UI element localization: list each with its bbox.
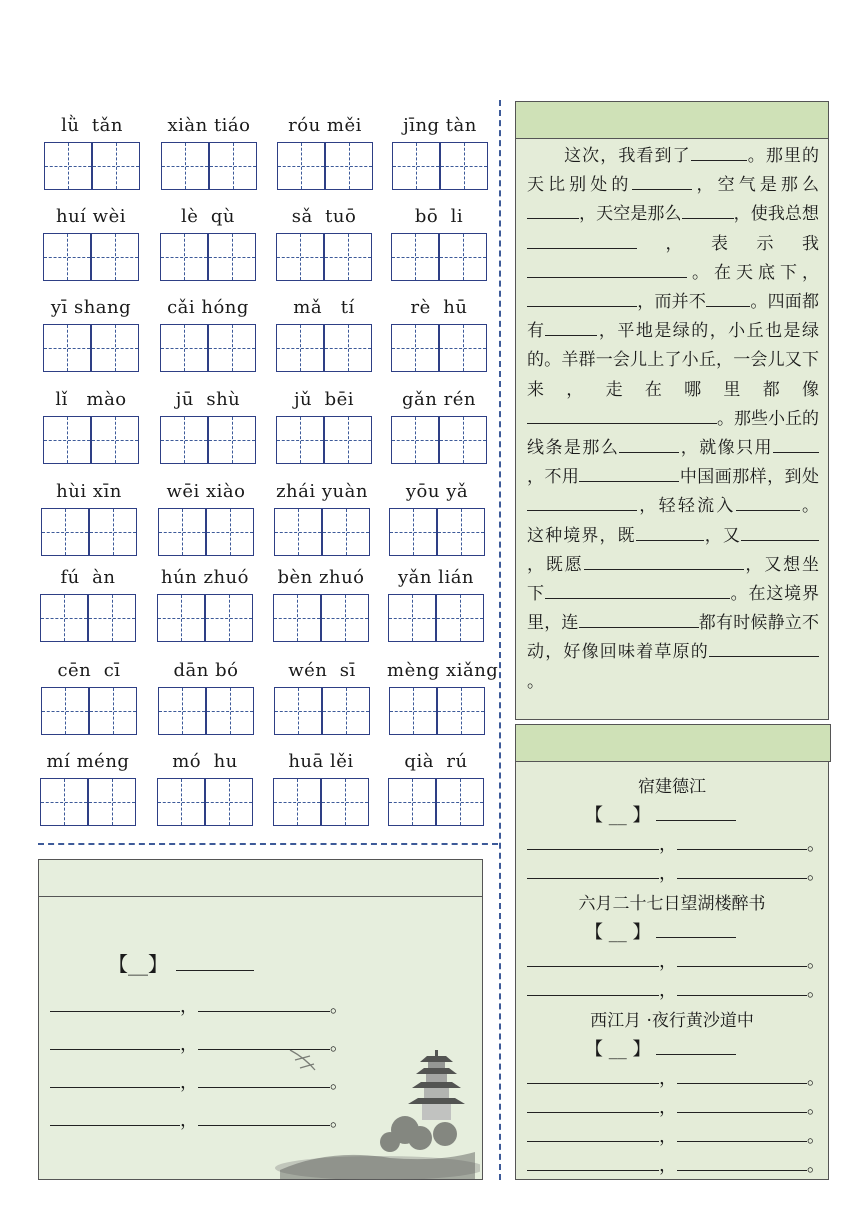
poem-blank[interactable] <box>677 949 807 967</box>
writing-box[interactable] <box>208 233 256 281</box>
pinyin-item <box>158 389 258 469</box>
pinyin-item <box>389 389 489 469</box>
writing-box[interactable] <box>277 142 325 190</box>
author-line <box>585 918 736 944</box>
writing-box[interactable] <box>161 142 209 190</box>
writing-box[interactable] <box>160 416 208 464</box>
pinyin-row <box>38 481 498 561</box>
pinyin-label: bèn zhuó <box>277 567 365 588</box>
pinyin-label: hùi xīn <box>56 481 122 502</box>
writing-box[interactable] <box>40 594 88 642</box>
pinyin-label: lǜ tǎn <box>61 115 123 136</box>
poem-line <box>527 1151 825 1177</box>
poem-title: 六月二十七日望湖楼醉书 <box>578 894 766 914</box>
comma: ， <box>180 1072 198 1093</box>
writing-box[interactable] <box>91 233 139 281</box>
poem-line <box>527 1093 825 1119</box>
poem-blank[interactable] <box>677 832 807 850</box>
fill-blank[interactable] <box>636 523 704 541</box>
pinyin-item <box>156 481 256 561</box>
writing-box[interactable] <box>437 687 485 735</box>
poem-blank[interactable] <box>527 978 659 996</box>
pinyin-row <box>38 751 498 831</box>
writing-box[interactable] <box>440 142 488 190</box>
pinyin-label: lǐ mào <box>55 389 127 410</box>
poem-blank[interactable] <box>527 1153 659 1171</box>
writing-box[interactable] <box>273 594 321 642</box>
passage-text: ，又 <box>703 525 742 546</box>
passage-text: 这次，我看到了 <box>563 146 691 166</box>
writing-box[interactable] <box>88 778 136 826</box>
writing-box[interactable] <box>89 687 137 735</box>
pinyin-label: huí wèi <box>56 206 126 227</box>
pinyin-item <box>159 115 259 195</box>
lesson1-header <box>515 101 829 139</box>
fill-blank[interactable] <box>632 172 692 190</box>
writing-box[interactable] <box>157 778 205 826</box>
writing-box[interactable] <box>392 142 440 190</box>
period: 。 <box>807 1155 825 1176</box>
writing-box[interactable] <box>91 324 139 372</box>
writing-box[interactable] <box>208 324 256 372</box>
passage-text: ，天空是那么 <box>579 204 682 225</box>
pinyin-label: mǎ tí <box>293 297 355 318</box>
fill-blank[interactable] <box>527 406 717 424</box>
writing-box[interactable] <box>91 416 139 464</box>
pinyin-label: yōu yǎ <box>405 481 469 502</box>
pinyin-label: jǔ bēi <box>293 389 355 410</box>
comma: ， <box>659 863 677 884</box>
fill-blank[interactable] <box>545 318 597 336</box>
pinyin-item <box>275 115 375 195</box>
poem-blank[interactable] <box>198 994 330 1012</box>
period: 。 <box>807 1097 825 1118</box>
passage-text: 中国画那样，到处 <box>679 467 820 488</box>
writing-box[interactable] <box>209 142 257 190</box>
pinyin-label: jū shù <box>175 389 241 410</box>
pinyin-item <box>158 206 258 286</box>
comma: ， <box>659 1068 677 1089</box>
fill-blank[interactable] <box>527 493 637 511</box>
writing-box[interactable] <box>324 416 372 464</box>
pinyin-label: lè qù <box>181 206 235 227</box>
writing-box[interactable] <box>391 324 439 372</box>
passage-text: ，轻轻流入 <box>637 496 736 517</box>
pinyin-item <box>155 751 255 831</box>
fill-blank[interactable] <box>527 260 687 278</box>
pinyin-label: sǎ tuō <box>291 206 357 227</box>
comma: ， <box>659 951 677 972</box>
comma: ， <box>659 980 677 1001</box>
pinyin-row <box>38 389 498 469</box>
writing-box[interactable] <box>276 324 324 372</box>
pinyin-item <box>155 567 255 647</box>
poem-line <box>527 1122 825 1148</box>
writing-box[interactable] <box>321 594 369 642</box>
pinyin-item <box>389 206 489 286</box>
pinyin-item <box>390 115 490 195</box>
pinyin-label: fú àn <box>60 567 116 588</box>
fill-blank[interactable] <box>527 289 637 307</box>
lesson1-passage <box>527 142 819 697</box>
period: 。 <box>330 1034 348 1055</box>
passage-text: ，既愿 <box>527 554 584 575</box>
writing-box[interactable] <box>43 416 91 464</box>
comma: ， <box>180 1034 198 1055</box>
writing-box[interactable] <box>276 233 324 281</box>
pinyin-label: mèng xiǎng <box>387 660 499 681</box>
writing-box[interactable] <box>321 778 369 826</box>
author-blank[interactable] <box>656 920 736 938</box>
vertical-divider <box>499 100 501 1180</box>
pinyin-row <box>38 660 498 740</box>
fill-blank[interactable] <box>545 581 730 599</box>
poem-line <box>50 992 348 1018</box>
pinyin-label: yī shang <box>50 297 132 318</box>
author-line <box>585 1035 736 1061</box>
writing-box[interactable] <box>160 233 208 281</box>
fill-blank[interactable] <box>709 639 819 657</box>
writing-box[interactable] <box>206 508 254 556</box>
pinyin-item <box>41 206 141 286</box>
period: 。 <box>330 1110 348 1131</box>
pinyin-label: wén sī <box>288 660 356 681</box>
pinyin-item <box>39 660 139 740</box>
pinyin-row <box>38 206 498 286</box>
writing-box[interactable] <box>92 142 140 190</box>
pinyin-item <box>274 389 374 469</box>
garden-header <box>38 859 483 897</box>
poem-line <box>527 830 825 856</box>
writing-box[interactable] <box>322 687 370 735</box>
pinyin-item <box>387 481 487 561</box>
poem-blank[interactable] <box>677 978 807 996</box>
passage-text: 。在天底下， <box>687 262 819 283</box>
pinyin-label: bō li <box>414 206 464 227</box>
author-line <box>585 801 736 827</box>
dynasty-bracket[interactable]: 【 __ 】 <box>585 922 651 943</box>
poem-blank[interactable] <box>527 861 659 879</box>
pinyin-item <box>38 567 138 647</box>
writing-box[interactable] <box>276 416 324 464</box>
pinyin-label: dān bó <box>173 660 239 681</box>
comma: ， <box>659 834 677 855</box>
poem-line <box>527 1064 825 1090</box>
writing-box[interactable] <box>208 416 256 464</box>
writing-box[interactable] <box>274 508 322 556</box>
poem-blank[interactable] <box>527 1095 659 1113</box>
passage-text: ，平地是绿的，小丘也是绿的。羊群一会儿上了小丘，一会儿又下来，走在哪里都像 <box>527 321 820 400</box>
pinyin-item <box>158 297 258 377</box>
fill-blank[interactable] <box>527 231 637 249</box>
pinyin-item <box>271 751 371 831</box>
comma: ， <box>659 1126 677 1147</box>
writing-box[interactable] <box>89 508 137 556</box>
pinyin-row <box>38 115 498 195</box>
writing-box[interactable] <box>40 778 88 826</box>
writing-box[interactable] <box>389 687 437 735</box>
passage-text: ，表示我 <box>637 233 819 254</box>
writing-box[interactable] <box>324 233 372 281</box>
fill-blank[interactable] <box>619 435 679 453</box>
pinyin-item <box>387 660 499 740</box>
poem-title: 西江月 ·夜行黄沙道中 <box>590 1011 754 1031</box>
poem-blank[interactable] <box>677 861 807 879</box>
fill-blank[interactable] <box>584 552 744 570</box>
author-blank[interactable] <box>656 803 736 821</box>
writing-box[interactable] <box>44 142 92 190</box>
writing-box[interactable] <box>322 508 370 556</box>
writing-box[interactable] <box>158 687 206 735</box>
passage-text: 都有时候静立不动，好像回味着草原的 <box>527 613 820 663</box>
fill-blank[interactable] <box>691 143 747 161</box>
fill-blank[interactable] <box>736 493 800 511</box>
poem-blank[interactable] <box>50 994 180 1012</box>
pinyin-row <box>38 297 498 377</box>
passage-text: ，又想坐下 <box>527 554 820 605</box>
pinyin-label: huā lěi <box>288 751 354 772</box>
poem-line <box>527 947 825 973</box>
dynasty-bracket[interactable]: 【 __ 】 <box>585 805 651 826</box>
writing-box[interactable] <box>439 233 487 281</box>
comma: ， <box>659 1155 677 1176</box>
pinyin-label: mó hu <box>172 751 238 772</box>
poem-blank[interactable] <box>527 832 659 850</box>
writing-box[interactable] <box>160 324 208 372</box>
period: 。 <box>807 980 825 1001</box>
pinyin-label: qià rú <box>404 751 468 772</box>
pinyin-item <box>389 297 489 377</box>
poem-blank[interactable] <box>677 1066 807 1084</box>
pinyin-label: cǎi hóng <box>167 297 249 318</box>
writing-box[interactable] <box>439 416 487 464</box>
comma: ， <box>180 1110 198 1131</box>
passage-text: ，空气是那么 <box>692 175 820 196</box>
pagoda-ink-decoration <box>270 1030 480 1180</box>
writing-box[interactable] <box>436 594 484 642</box>
period: 。 <box>330 1072 348 1093</box>
pinyin-label: zhái yuàn <box>276 481 368 502</box>
writing-box[interactable] <box>324 324 372 372</box>
fill-blank[interactable] <box>579 610 699 628</box>
period: 。 <box>807 834 825 855</box>
poem-blank[interactable] <box>527 949 659 967</box>
writing-box[interactable] <box>388 778 436 826</box>
pinyin-item <box>272 481 372 561</box>
writing-box[interactable] <box>274 687 322 735</box>
pinyin-item <box>386 751 486 831</box>
pinyin-item <box>272 660 372 740</box>
pinyin-item <box>386 567 486 647</box>
fill-blank[interactable] <box>773 435 819 453</box>
pinyin-label: wēi xiào <box>166 481 246 502</box>
lesson3-header <box>515 724 831 762</box>
writing-box[interactable] <box>437 508 485 556</box>
pinyin-label: yǎn lián <box>397 567 475 588</box>
writing-box[interactable] <box>325 142 373 190</box>
passage-text: 。那些小丘的线条是那么 <box>527 408 819 459</box>
poem-blank[interactable] <box>677 1153 807 1171</box>
fill-blank[interactable] <box>682 201 734 219</box>
pinyin-label: hún zhuó <box>160 567 249 588</box>
pinyin-item <box>274 206 374 286</box>
writing-box[interactable] <box>158 508 206 556</box>
period: 。 <box>807 951 825 972</box>
author-line <box>108 948 254 977</box>
pinyin-item <box>38 751 138 831</box>
passage-text: ，就像只用 <box>679 438 774 459</box>
poem-blank[interactable] <box>50 1032 180 1050</box>
fill-blank[interactable] <box>527 201 579 219</box>
writing-box[interactable] <box>205 594 253 642</box>
pinyin-item <box>42 115 142 195</box>
writing-box[interactable] <box>41 687 89 735</box>
pinyin-label: cēn cī <box>57 660 121 681</box>
poem-line <box>527 859 825 885</box>
poem-blank[interactable] <box>527 1066 659 1084</box>
period: 。 <box>330 996 348 1017</box>
fill-blank[interactable] <box>579 464 679 482</box>
fill-blank[interactable] <box>741 523 819 541</box>
comma: ， <box>180 996 198 1017</box>
dynasty-bracket[interactable]: 【__】 <box>108 952 168 976</box>
writing-box[interactable] <box>389 508 437 556</box>
passage-text: ，而并不 <box>637 292 707 313</box>
fill-blank[interactable] <box>706 289 750 307</box>
pinyin-label: rè hū <box>410 297 468 318</box>
passage-text: 。那里的天比别处的 <box>527 146 820 196</box>
period: 。 <box>807 863 825 884</box>
pinyin-row <box>38 567 498 647</box>
writing-box[interactable] <box>205 778 253 826</box>
writing-box[interactable] <box>391 233 439 281</box>
poem-blank[interactable] <box>527 1124 659 1142</box>
horizontal-divider <box>38 843 498 845</box>
writing-box[interactable] <box>43 233 91 281</box>
poem-title: 宿建德江 <box>638 777 706 797</box>
pinyin-label: jīng tàn <box>403 115 477 136</box>
poem-blank[interactable] <box>677 1124 807 1142</box>
period: 。 <box>807 1126 825 1147</box>
poem-blank[interactable] <box>50 1070 180 1088</box>
passage-text: 。在这境界里，连 <box>527 584 820 634</box>
dynasty-bracket[interactable]: 【 __ 】 <box>585 1039 651 1060</box>
pinyin-item <box>271 567 371 647</box>
pinyin-item <box>274 297 374 377</box>
author-blank[interactable] <box>176 953 254 971</box>
pinyin-label: xiàn tiáo <box>167 115 251 136</box>
writing-box[interactable] <box>439 324 487 372</box>
comma: ， <box>659 1097 677 1118</box>
pinyin-item <box>41 389 141 469</box>
passage-text: 。这种境界，既 <box>527 496 820 546</box>
writing-box[interactable] <box>391 416 439 464</box>
writing-box[interactable] <box>273 778 321 826</box>
pinyin-label: mí méng <box>46 751 130 772</box>
pinyin-item <box>156 660 256 740</box>
poem-blank[interactable] <box>50 1108 180 1126</box>
pinyin-item <box>41 297 141 377</box>
writing-box[interactable] <box>157 594 205 642</box>
author-blank[interactable] <box>656 1037 736 1055</box>
writing-box[interactable] <box>206 687 254 735</box>
pinyin-label: gǎn rén <box>402 389 476 410</box>
writing-box[interactable] <box>43 324 91 372</box>
passage-text: ，使我总想 <box>733 204 820 225</box>
writing-box[interactable] <box>41 508 89 556</box>
writing-box[interactable] <box>388 594 436 642</box>
poem-blank[interactable] <box>677 1095 807 1113</box>
poem-line <box>527 976 825 1002</box>
writing-box[interactable] <box>436 778 484 826</box>
writing-box[interactable] <box>88 594 136 642</box>
passage-text: 。 <box>527 671 544 692</box>
passage-text: ，不用 <box>527 467 580 488</box>
pinyin-item <box>39 481 139 561</box>
passage-text: 。四面都有 <box>527 292 820 342</box>
pinyin-label: róu měi <box>288 115 362 136</box>
period: 。 <box>807 1068 825 1089</box>
